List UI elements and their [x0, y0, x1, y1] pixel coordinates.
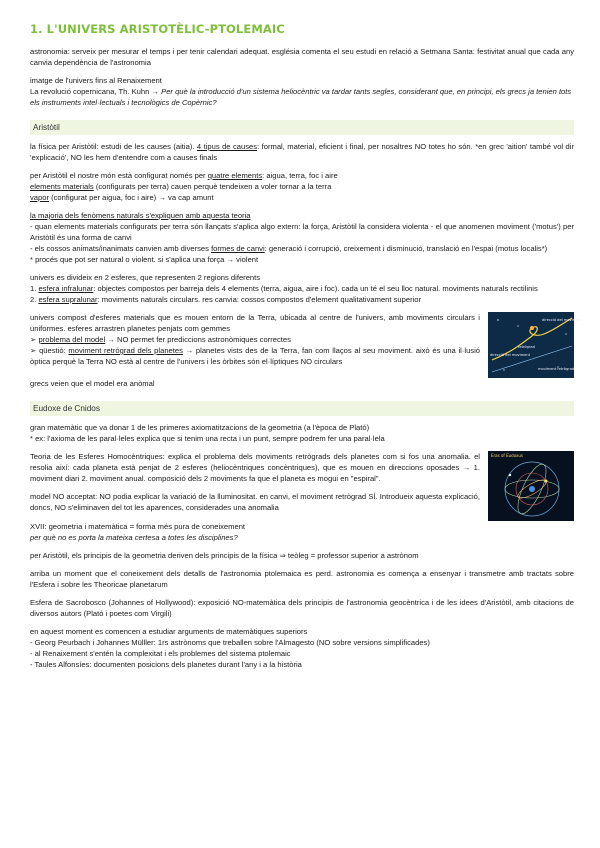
- retrograde-block: [30, 312, 583, 378]
- phenomena-item-change-a: - els cossos animats/inanimats canvien amb diverses: [30, 244, 212, 253]
- infralunar-text: : objectes compostos per barreja dels 4 elements (terra, aigua, aire i foc). cada un té el seu lloc natural. moviments naturals rectilinis: [93, 284, 538, 293]
- section-heading-eudoxe: Eudoxe de Cnidos: [30, 401, 574, 416]
- forms-of-change-term: formes de canvi: [211, 244, 265, 253]
- rejection-paragraph: model NO acceptat: NO podia explicar la variació de la lluminositat. en canvi, el moviment retrògrad SÍ. Introdueix aquesta explicació, doncs, NO s'eliminaven del tot les aparences, considerades una anomalia: [30, 492, 480, 512]
- supralunar-number: 2.: [30, 295, 39, 304]
- star-dot: [503, 369, 504, 370]
- homocentric-paragraph: Teoria de les Esferes Homocèntriques: explica el problema dels moviments retrògrads dels planetes com si fos una anomalia. el resolia així: cada planeta està penjat de 2 esferes (heliocèntriques concèntriques), que es mouen en direccions oposades → 1. moviment diari 2. moviment anual. composició dels 2 moviments fa que el planeta es mogui en "espiral".: [30, 452, 480, 483]
- phenomena-note: * procés que pot ser natural o violent. si s'aplica una força → violent: [30, 255, 259, 264]
- problem-bullet: ➢: [30, 335, 39, 344]
- geometry-physics-paragraph: per Aristòtil, els principis de la geometria deriven dels principis de la física ⇒ teòleg = professor superior a astrònom: [30, 551, 419, 560]
- spheres-paragraph: [30, 272, 574, 305]
- kuhn-line1: imatge de l'univers fins al Renaixement: [30, 76, 162, 85]
- section-heading-aristotil: Aristòtil: [30, 120, 574, 135]
- kuhn-lead: La revolució copernicana, Th. Kuhn →: [30, 87, 162, 96]
- figure-title: Eras of Eudoxus: [491, 453, 524, 458]
- xvii-question: per què no es porta la mateixa certesa a totes les disciplines?: [30, 533, 238, 542]
- star-dot: [497, 319, 498, 320]
- homocentric-block: [30, 451, 574, 521]
- causes-text-a: la física per Aristòtil: estudi de les causes (aitia).: [30, 142, 197, 151]
- figure-background: [488, 451, 574, 521]
- homocentric-text: [30, 451, 480, 520]
- material-elements-term: elements materials: [30, 182, 94, 191]
- document-title: 1. L'UNIVERS ARISTOTÈLIC-PTOLEMAIC: [30, 22, 285, 36]
- earth-icon: [529, 486, 535, 492]
- planet-dot: [545, 480, 548, 483]
- spheres-intro: univers es divideix en 2 esferes, que representen 2 regions diferents: [30, 273, 261, 282]
- causes-text-b: : formal, material, eficient i final, per nosaltres NO totes ho són. *en grec 'aition' també vol dir 'explicació', NO les hem d'entendre com a causes finals: [30, 142, 574, 162]
- renaissance-item: - al Renaixement s'entén la complexitat i els problemes del sistema ptolemaic: [30, 649, 291, 658]
- planet-dot: [530, 326, 534, 330]
- elements-text-b: : aigua, terra, foc i aire: [262, 171, 338, 180]
- planet-dot: [509, 474, 511, 476]
- kuhn-paragraph: [30, 75, 574, 108]
- universe-spheres-text: univers compost d'esferes materials que es mouen entorn de la Terra, ubicada al centre de l'univers, amb moviments circulars i uniformes. esferes arrastren planetes penjats com gemmes: [30, 313, 480, 333]
- advanced-math-paragraph: [30, 626, 574, 670]
- phenomena-heading: la majoria dels fenòmens naturals s'expliquen amb aquesta teoria: [30, 211, 251, 220]
- model-problem-text: → NO permet fer prediccions astronòmiques correctes: [105, 335, 291, 344]
- eudoxus-intro-line: gran matemàtic que va donar 1 de les primeres axiomatitzacions de la geometria (a l'època de Plató): [30, 423, 370, 432]
- sacrobosco-paragraph: Esfera de Sacrobosco (Johannes of Hollywood): exposició NO-matemàtica dels principis de l'astronomia geocèntrica i de les idees d'Aristòtil, amb citacions de diversos autors (Plató i poetes com Virgili): [30, 598, 574, 618]
- elements-text-a: per Aristòtil el nostre món està configurat només per: [30, 171, 208, 180]
- retrograde-text: → planetes vists des de la Terra, fan com llaços al seu moviment. això és una il·lusió òptica perquè la Terra NO està al centre de l'univers i les òrbites són el·líptiques NO circulars: [30, 346, 480, 366]
- retrograde-term: moviment retrògrad dels planetes: [68, 346, 183, 355]
- greeks-paragraph: grecs veien que el model era anòmal: [30, 379, 155, 388]
- star-dot: [517, 325, 518, 326]
- elements-paragraph: [30, 170, 574, 203]
- retrograde-paragraph: [30, 312, 480, 367]
- figure-label-direction-left: direcció del moviment: [490, 353, 531, 357]
- alfonsine-tables-item: - Taules Alfonsíes: documenten posicions dels planetes durant l'any i a la història: [30, 660, 302, 669]
- ptolemaic-loss-paragraph: arriba un moment que el coneixement dels detalls de l'astronomia ptolemaica es perd. astronomia es comença a ensenyar i transmetre amb tractats sobre l'Esfera i sobre les Theoricae planetarum: [30, 569, 574, 589]
- causes-paragraph: [30, 141, 574, 163]
- peurbach-item: - Georg Peurbach i Johannes Mülller: 1rs astrònoms que treballen sobre l'Almagesto (NO sobre versions simplificades): [30, 638, 430, 647]
- retrograde-motion-diagram: [488, 312, 583, 378]
- question-bullet: ➢ qüestió:: [30, 346, 69, 355]
- eudoxus-spheres-diagram: [488, 451, 574, 521]
- material-elements-text: (configurats per terra) cauen perquè tendeixen a voler tornar a la terra: [93, 182, 332, 191]
- elements-term: quatre elements: [207, 171, 263, 180]
- supralunar-term: esfera supralunar: [38, 295, 98, 304]
- xvii-line: XVII: geometria i matemàtica = forma més pura de coneixement: [30, 522, 246, 531]
- infralunar-number: 1.: [30, 284, 39, 293]
- eudoxus-figure: [488, 451, 574, 521]
- advanced-math-intro: en aquest moment es comencen a estudiar arguments de matemàtiques superiors: [30, 627, 308, 636]
- star-dot: [565, 333, 566, 334]
- figure-label-direction-top: direcció del moviment: [542, 318, 583, 322]
- xvii-paragraph: [30, 521, 574, 543]
- figure-label-retrograde-motion: moviment retrògrad: [538, 367, 575, 371]
- vapor-text: (configurat per aigua, foc i aire) → va cap amunt: [49, 193, 214, 202]
- supralunar-text: : moviments naturals circulars. res canvia: cossos compostos d'element qualitativament superior: [97, 295, 422, 304]
- retrograde-figure: [488, 312, 583, 378]
- infralunar-term: esfera infralunar: [38, 284, 94, 293]
- document-page: [30, 22, 583, 677]
- intro-paragraph: astronomia: serveix per mesurar el temps i per tenir calendari adequat. església comenta el seu estudi en relació a Setmana Santa: festivitat anual que cada any canvia dependència de l'astronomia: [30, 47, 574, 67]
- figure-label-retrograde: retrògrad: [518, 345, 535, 349]
- kuhn-quote: Per què la introducció d'un sistema heliocèntric va tardar tants segles, considerant que, en principi, els grecs ja tenien tots els instruments intel·lectuals i tecnològics de Copèrnic?: [30, 87, 572, 107]
- model-problem-term: problema del model: [38, 335, 106, 344]
- eudoxus-intro-paragraph: [30, 422, 574, 444]
- phenomena-item-change-b: : generació i corrupció, creixement i disminució, translació en l'espai (motus localis*): [264, 244, 548, 253]
- parallels-axiom-line: * ex: l'axioma de les paral·leles explica que si tenim una recta i un punt, sempre podrem fer una paral·lela: [30, 434, 385, 443]
- phenomena-paragraph: [30, 210, 574, 265]
- causes-term: 4 tipus de causes: [196, 142, 258, 151]
- vapor-term: vapor: [30, 193, 49, 202]
- phenomena-item-force: - quan elements materials configurats per terra són llançats s'aplica algo extern: la força, Aristòtil la considera violenta - el que anomenen moviment ('motus') per Aristòtil és una forma de canvi: [30, 222, 574, 242]
